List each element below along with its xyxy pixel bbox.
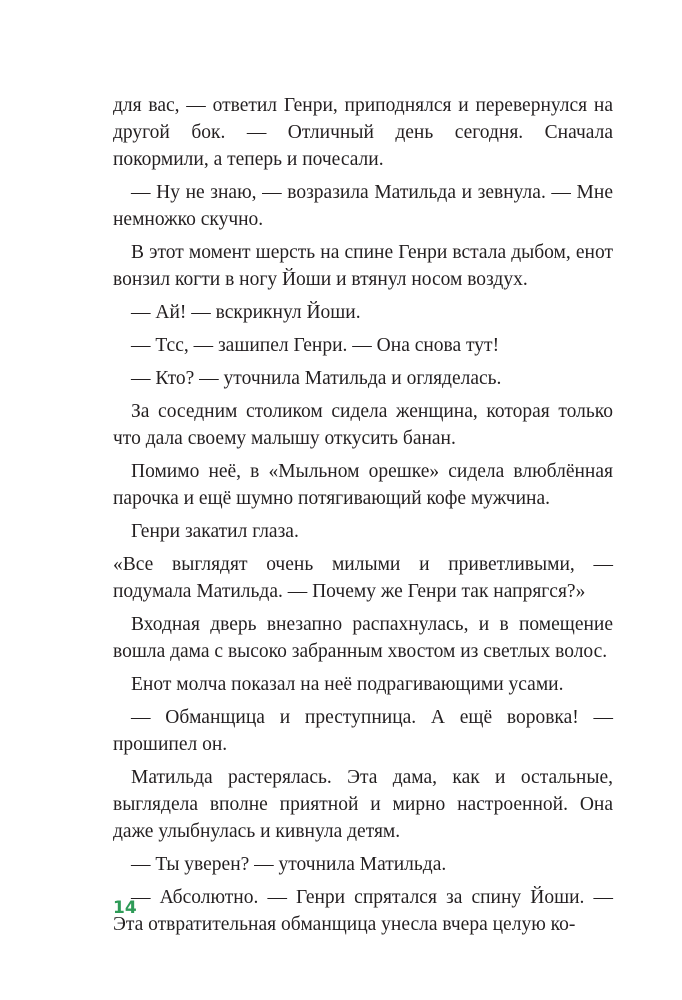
page-number: 14 (113, 898, 137, 918)
paragraph: — Ну не знаю, — возразила Матильда и зевнула. — Мне немножко скучно. (113, 182, 613, 230)
paragraph: Генри закатил глаза. (131, 521, 299, 542)
paragraph: — Кто? — уточнила Матильда и огляделась. (131, 368, 502, 389)
paragraph: для вас, — ответил Генри, приподнялся и перевернулся на другой бок. — Отличный день сегодня. Сначала покормили, а теперь и почесали. (113, 95, 613, 170)
paragraph: Енот молча показал на неё подрагивающими усами. (131, 674, 564, 695)
paragraph: За соседним столиком сидела женщина, которая только что дала своему малышу откусить банан. (113, 401, 613, 449)
paragraph: В этот момент шерсть на спине Генри встала дыбом, енот вонзил когти в ногу Йоши и втянул носом воздух. (113, 242, 613, 290)
paragraph: — Обманщица и преступница. А ещё воровка! — прошипел он. (113, 707, 613, 755)
paragraph: — Ай! — вскрикнул Йоши. (131, 302, 361, 323)
body-text (113, 92, 613, 944)
paragraph: Помимо неё, в «Мыльном орешке» сидела влюблённая парочка и ещё шумно потягивающий кофе мужчина. (113, 461, 613, 509)
paragraph: — Абсолютно. — Генри спрятался за спину Йоши. — Эта отвратительная обманщица унесла вчера целую ко- (113, 887, 613, 935)
paragraph: «Все выглядят очень милыми и приветливыми, — подумала Матильда. — Почему же Генри так напрягся?» (113, 554, 613, 602)
paragraph: — Ты уверен? — уточнила Матильда. (131, 854, 447, 875)
paragraph: — Тсс, — зашипел Генри. — Она снова тут! (131, 335, 500, 356)
paragraph: Входная дверь внезапно распахнулась, и в помещение вошла дама с высоко забранным хвостом из светлых волос. (113, 614, 613, 662)
paragraph: Матильда растерялась. Эта дама, как и остальные, выглядела вполне приятной и мирно настроенной. Она даже улыбнулась и кивнула детям. (113, 767, 613, 842)
